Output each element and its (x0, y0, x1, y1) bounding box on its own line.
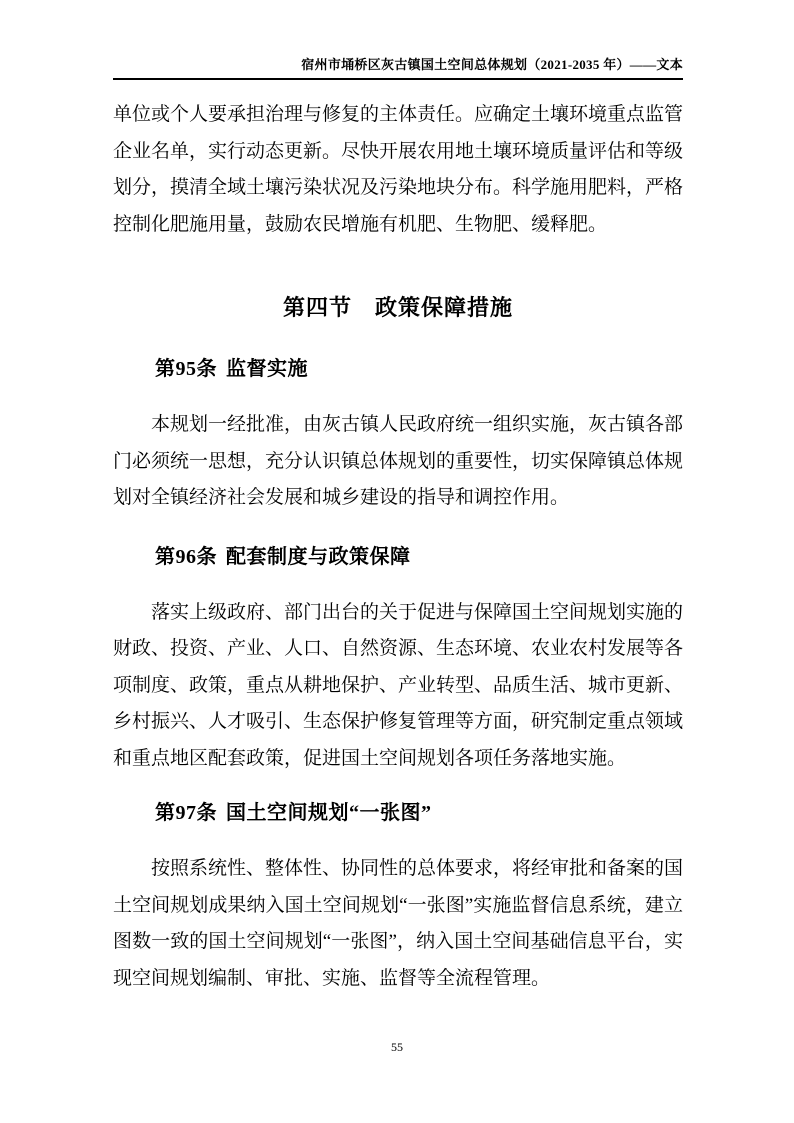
article-96-heading (155, 543, 683, 571)
article-96-title: 配套制度与政策保障 (226, 545, 411, 568)
article-96-body: 落实上级政府、部门出台的关于促进与保障国土空间规划实施的财政、投资、产业、人口、自然资源、生态环境、农业农村发展等各项制度、政策，重点从耕地保护、产业转型、品质生活、城市更新、乡村振兴、人才吸引、生态保护修复管理等方面，研究制定重点领域和重点地区配套政策，促进国土空间规划各项任务落地实施。 (113, 601, 684, 769)
article-96 (113, 543, 683, 778)
article-97-body: 按照系统性、整体性、协同性的总体要求，将经审批和备案的国土空间规划成果纳入国土空间规划“一张图”实施监督信息系统，建立图数一致的国土空间规划“一张图”，纳入国土空间基础信息平台，实现空间规划编制、审批、实施、监督等全流程管理。 (113, 858, 684, 989)
page-number: 55 (391, 1040, 403, 1054)
article-95-body: 本规划一经批准，由灰古镇人民政府统一组织实施，灰古镇各部门必须统一思想，充分认识镇总体规划的重要性，切实保障镇总体规划对全镇经济社会发展和城乡建设的指导和调控作用。 (113, 414, 684, 508)
article-97 (113, 799, 683, 997)
article-95-title: 监督实施 (226, 358, 308, 380)
article-95-number: 第95条 (155, 358, 217, 380)
article-95 (113, 355, 683, 517)
page-header (113, 56, 683, 80)
article-97-title: 国土空间规划“一张图” (226, 802, 432, 824)
section-title: 第四节 政策保障措施 (282, 295, 513, 320)
article-97-number: 第97条 (155, 802, 217, 824)
page-footer (0, 1040, 794, 1055)
document-content (113, 97, 683, 997)
paragraph-soil-management: 单位或个人要承担治理与修复的主体责任。应确定土壤环境重点监管企业名单，实行动态更新。尽快开展农用地土壤环境质量评估和等级划分，摸清全域土壤污染状况及污染地块分布。科学施用肥料，严格控制化肥施用量，鼓励农民增施有机肥、生物肥、缓释肥。 (113, 104, 684, 235)
header-title: 宿州市埇桥区灰古镇国土空间总体规划（2021-2035 年）——文本 (301, 57, 683, 72)
article-95-heading (155, 355, 683, 383)
article-96-number: 第96条 (155, 545, 217, 568)
article-97-heading (155, 799, 683, 827)
